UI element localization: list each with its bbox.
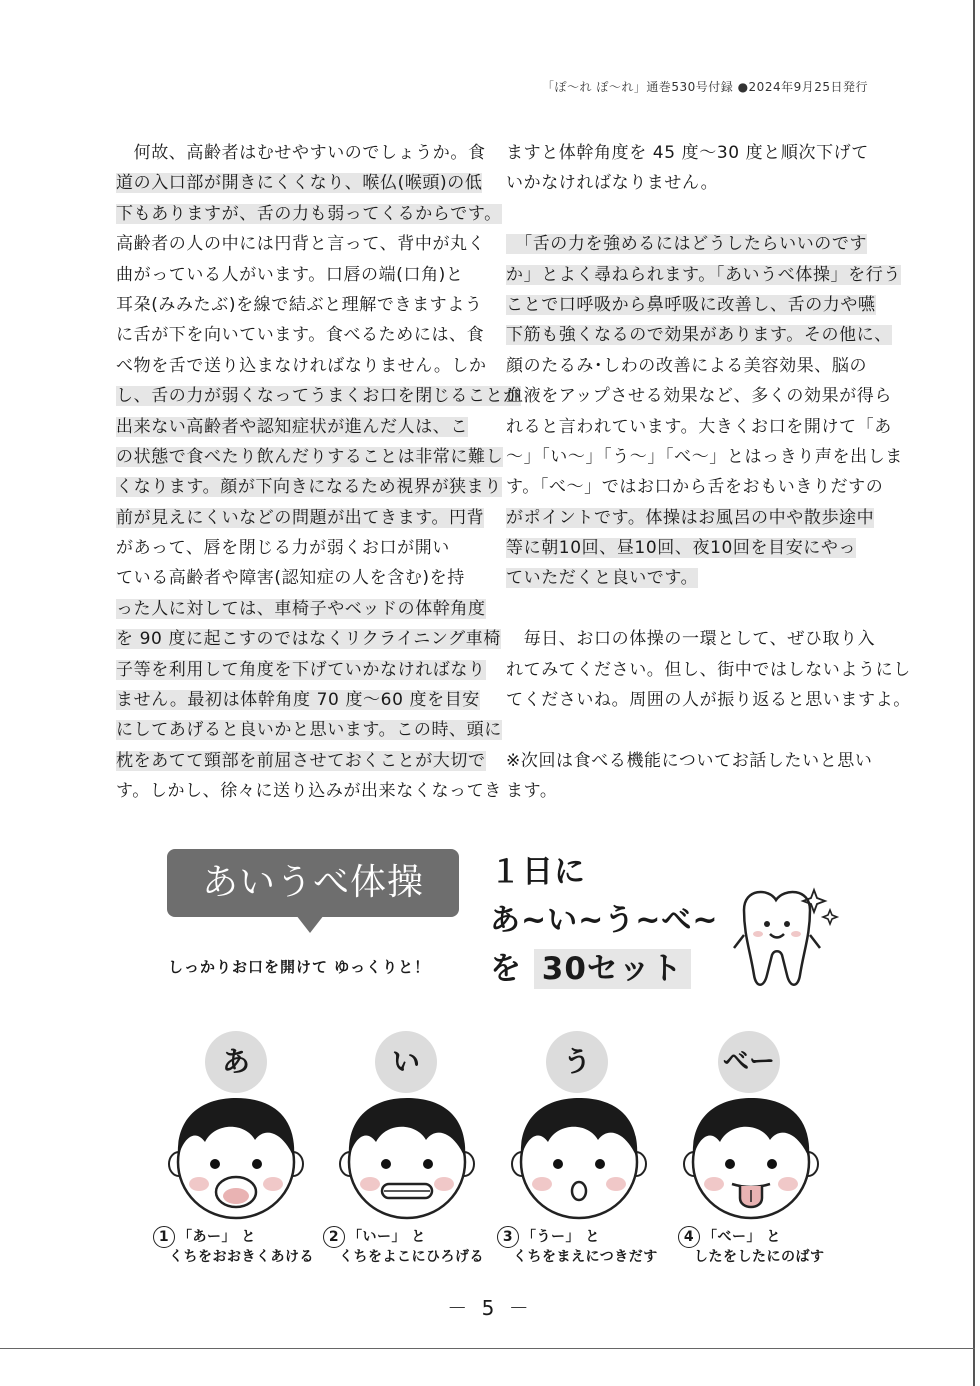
right-column-line — [506, 351, 866, 381]
step-2-desc: くちをよこにひろげる — [339, 1249, 484, 1265]
set-line-3-prefix: を — [490, 951, 522, 987]
step-3-desc: くちをまえにつきだす — [513, 1249, 658, 1265]
left-column-line-text: った人に対しては、車椅子やベッドの体幹角度 — [116, 598, 486, 619]
bottom-rule — [0, 1348, 975, 1349]
face-i-icon — [336, 1092, 478, 1222]
step-3-title: 「うー」 と — [522, 1229, 600, 1245]
page-number: － 5 － — [447, 1296, 533, 1320]
right-column-line — [506, 594, 866, 624]
right-column-line — [506, 442, 903, 472]
left-column-line — [116, 746, 486, 776]
left-column-line-text: に舌が下を向いています。食べるためには、食 — [116, 325, 485, 346]
right-column-line-text: 「舌の力を強めるにはどうしたらいいのです — [506, 234, 868, 255]
left-column-line-text: 耳朶(みみたぶ)を線で結ぶと理解できますよう — [116, 294, 483, 315]
right-column-line — [506, 320, 892, 350]
left-column-line-text: ている高齢者や障害(認知症の人を含む)を持 — [116, 568, 465, 589]
right-text-column — [506, 138, 911, 807]
right-column-line-text: れてみてください。但し、街中ではしないようにし — [506, 659, 911, 680]
step-1-title: 「あー」 と — [178, 1229, 256, 1245]
right-column-line — [506, 472, 884, 502]
step-2-title: 「いー」 と — [348, 1229, 426, 1245]
right-column-line-text: ※次回は食べる機能についてお話したいと思い — [506, 750, 873, 771]
set-line-2: あ~い~う~べ~ — [490, 903, 719, 938]
left-text-column — [116, 138, 521, 807]
step-4-number: 4 — [678, 1226, 700, 1248]
right-column-line-text: てくださいね。周囲の人が振り返ると思いますよ。 — [506, 690, 911, 711]
right-column-line — [506, 229, 866, 259]
step-4-title: 「べー」 と — [703, 1229, 781, 1245]
right-column-line — [506, 776, 866, 806]
right-column-line — [506, 199, 866, 229]
right-column-line-text: 顔のたるみ･しわの改善による美容効果、脳の — [506, 355, 868, 376]
left-column-line-text: 下もありますが、舌の力も弱ってくるからです。 — [116, 203, 502, 224]
step-3-caption — [497, 1226, 658, 1267]
left-column-line — [116, 655, 486, 685]
right-column-line — [506, 533, 866, 563]
right-column-line-text: がポイントです。体操はお風呂の中や散歩途中 — [506, 507, 875, 528]
right-column-line — [506, 168, 866, 198]
right-column-line — [506, 655, 911, 685]
left-column-line-text: 枕をあてて頸部を前屈させておくことが大切で — [116, 750, 486, 771]
left-column-line-text: の状態で食べたり飲んだりすることは非常に難し — [116, 446, 504, 467]
exercise-title-bubble: あいうべ体操 — [167, 849, 459, 917]
right-column-line-text: か」とよく尋ねられます。「あいうべ体操」を行う — [506, 264, 901, 285]
vowel-u-circle: う — [546, 1031, 608, 1093]
right-column-line-text: いかなければなりません。 — [506, 173, 719, 194]
left-column-line-text: にしてあげると良いかと思います。この時、頭に — [116, 720, 502, 741]
exercise-caption: しっかりお口を開けて ゆっくりと！ — [168, 958, 431, 976]
left-column-line-text: くなります。顔が下向きになるため視界が狭まり — [116, 477, 502, 498]
left-column-line — [116, 503, 485, 533]
right-column-line-text: ことで口呼吸から鼻呼吸に改善し、舌の力や嚥 — [506, 294, 876, 315]
left-column-line-text: があって、唇を閉じる力が弱くお口が開い — [116, 538, 450, 559]
right-column-line-text: 血液をアップさせる効果など、多くの効果が得ら — [506, 386, 893, 407]
right-column-line — [506, 138, 869, 168]
left-column-line — [116, 594, 486, 624]
tooth-mascot-icon — [714, 880, 844, 1000]
left-column-line — [116, 624, 501, 654]
publication-header: 「ぽ〜れ ぽ〜れ」通巻530号付録 ●2024年9月25日発行 — [542, 80, 868, 94]
step-3-number: 3 — [497, 1226, 519, 1248]
left-column-line — [116, 351, 487, 381]
step-4-caption — [678, 1226, 825, 1267]
left-column-line — [116, 290, 483, 320]
right-column-line-text: ますと体幹角度を 45 度〜30 度と順次下げて — [506, 143, 869, 163]
right-column-line-text: 等に朝10回、昼10回、夜10回を目安にやっ — [506, 538, 857, 559]
right-column-line-text: 〜」「い〜」「う〜」「べ〜」とはっきり声を出しま — [506, 446, 903, 467]
left-column-line — [116, 715, 502, 745]
right-column-line-text: れると言われています。大きくお口を開けて「あ — [506, 416, 892, 437]
left-column-line — [116, 260, 472, 290]
right-column-line — [506, 412, 892, 442]
left-column-line-text: 曲がっている人がいます。口唇の端(口角)と — [116, 264, 464, 285]
left-column-line — [116, 442, 504, 472]
right-column-line-text: ます。 — [506, 781, 558, 802]
left-column-line-text: 出来ない高齢者や認知症状が進んだ人は、こ — [116, 416, 468, 437]
step-4-desc: したをしたにのばす — [694, 1249, 825, 1265]
right-column-line-text: ていただくと良いです。 — [506, 568, 699, 589]
left-column-line-text: 道の入口部が開きにくくなり、喉仏(喉頭)の低 — [116, 173, 483, 194]
right-column-line — [506, 563, 866, 593]
left-column-line — [116, 412, 472, 442]
right-column-line — [506, 746, 873, 776]
left-column-line — [116, 138, 486, 168]
step-1-caption — [153, 1226, 314, 1267]
face-a-icon — [165, 1092, 307, 1222]
left-column-line-text: を 90 度に起こすのではなくリクライニング車椅 — [116, 629, 501, 650]
right-column-line-text: す。「べ〜」ではお口から舌をおもいきりだすの — [506, 477, 884, 498]
vowel-be-circle: べー — [718, 1031, 780, 1093]
right-column-line — [506, 503, 875, 533]
left-column-line — [116, 563, 472, 593]
left-column-line-text: 前が見えにくいなどの問題が出てきます。円背 — [116, 507, 485, 528]
left-column-line-text: べ物を舌で送り込まなければなりません。しか — [116, 355, 487, 376]
left-column-line-text: 高齢者の人の中には円背と言って、背中が丸く — [116, 234, 486, 255]
left-column-line — [116, 199, 502, 229]
left-column-line — [116, 320, 485, 350]
left-column-line-text: す。しかし、徐々に送り込みが出来なくなってき — [116, 781, 502, 802]
bubble-tail — [296, 915, 324, 933]
step-1-number: 1 — [153, 1226, 175, 1248]
right-column-line-text: 下筋も強くなるので効果があります。その他に、 — [506, 325, 892, 346]
step-2-caption — [323, 1226, 484, 1267]
step-2-number: 2 — [323, 1226, 345, 1248]
right-column-line-text: 毎日、お口の体操の一環として、ぜひ取り入 — [506, 629, 876, 650]
vowel-a-circle: あ — [205, 1031, 267, 1093]
left-column-line — [116, 533, 472, 563]
step-1-desc: くちをおおきくあける — [169, 1249, 314, 1265]
right-column-line — [506, 715, 866, 745]
right-column-line — [506, 260, 901, 290]
left-column-line-text: 子等を利用して角度を下げていかなければなり — [116, 659, 486, 680]
right-column-line — [506, 381, 893, 411]
face-be-icon — [680, 1092, 822, 1222]
left-column-line — [116, 381, 521, 411]
left-column-line — [116, 168, 483, 198]
set-line-3 — [490, 943, 691, 988]
vowel-i-circle: い — [375, 1031, 437, 1093]
left-column-line-text: し、舌の力が弱くなってうまくお口を閉じることが — [116, 386, 521, 407]
left-column-line — [116, 776, 502, 806]
left-column-line — [116, 685, 480, 715]
page-edge-line — [973, 0, 975, 1386]
right-column-line — [506, 290, 876, 320]
left-column-line — [116, 229, 486, 259]
set-line-1: １日に — [490, 854, 586, 890]
set-count-box: 30セット — [534, 949, 691, 989]
left-column-line-text: 何故、高齢者はむせやすいのでしょうか。食 — [116, 143, 486, 163]
right-column-line — [506, 685, 911, 715]
right-column-line — [506, 624, 876, 654]
left-column-line — [116, 472, 502, 502]
left-column-line-text: ません。最初は体幹角度 70 度〜60 度を目安 — [116, 690, 480, 711]
face-u-icon — [508, 1092, 650, 1222]
